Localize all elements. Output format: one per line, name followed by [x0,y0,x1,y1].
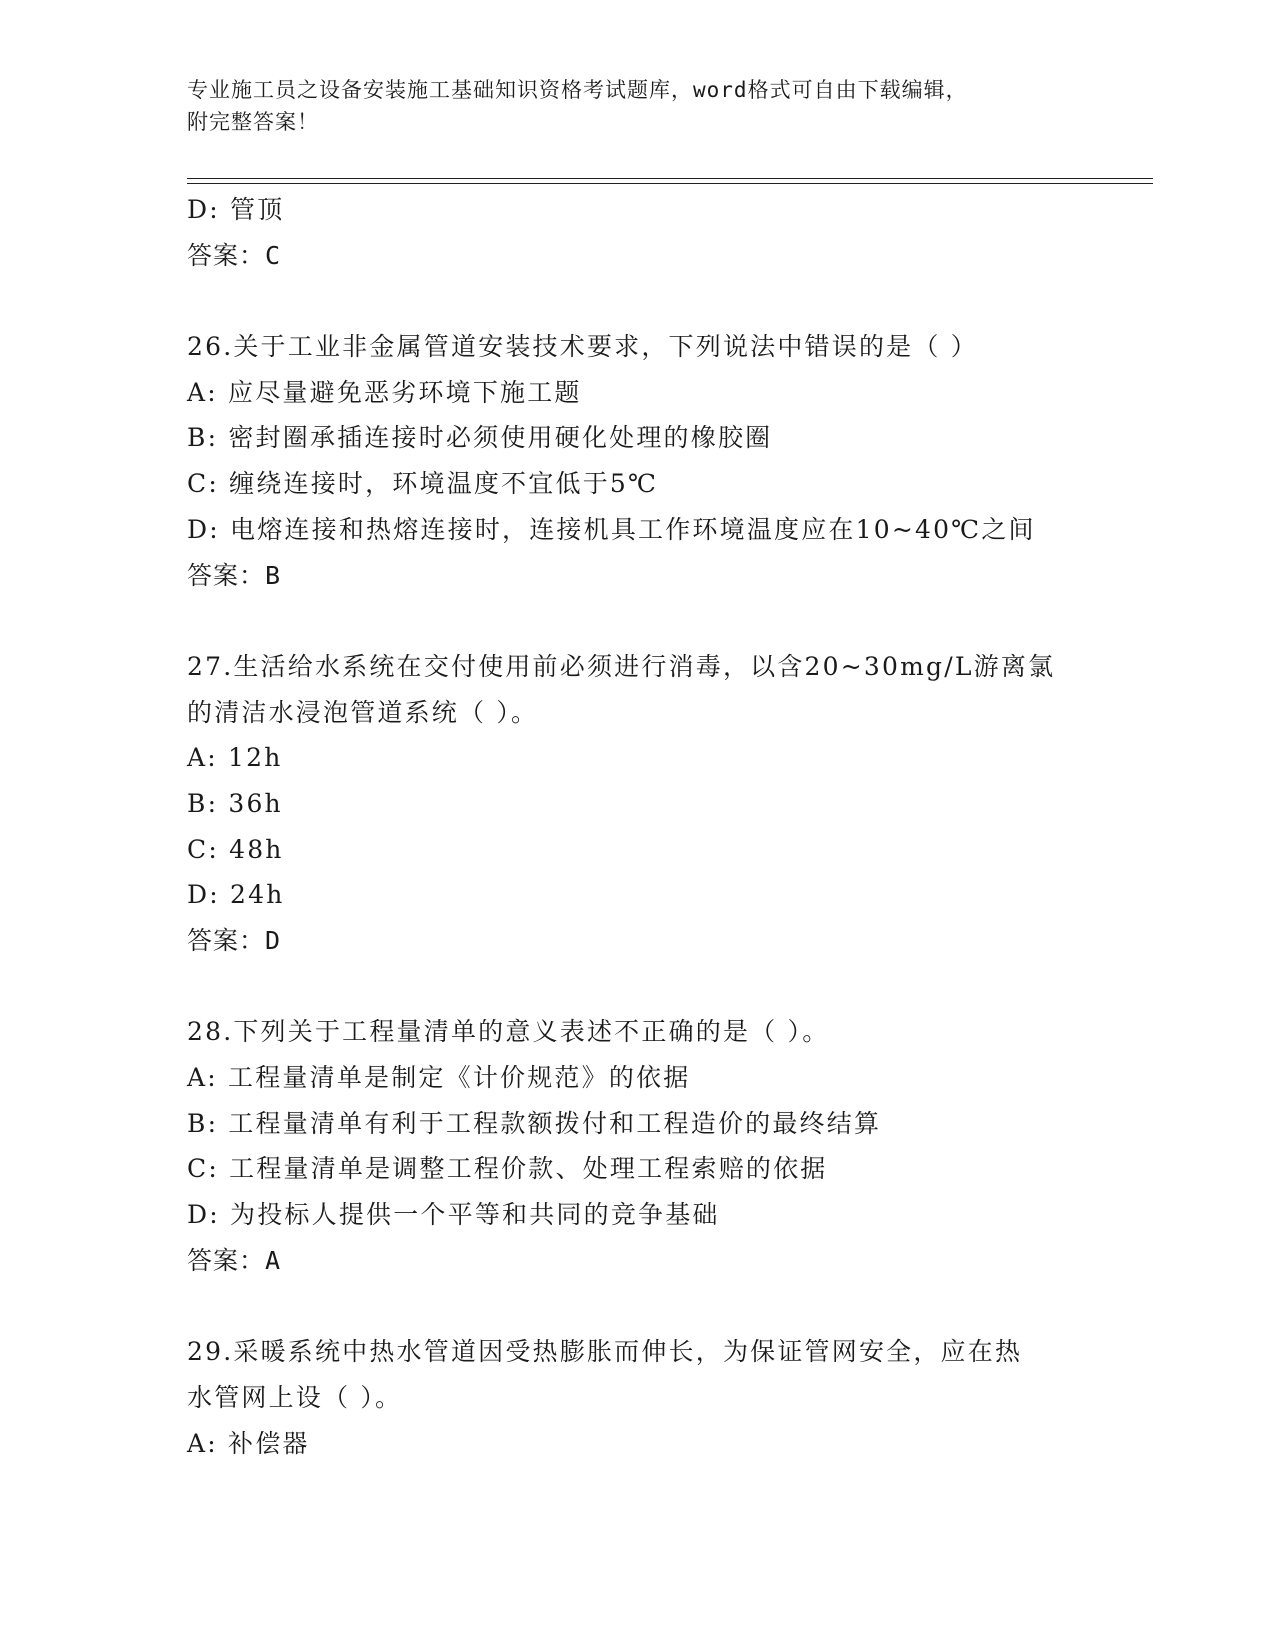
option-d: D: 为投标人提供一个平等和共同的竞争基础 [187,1200,720,1230]
header-title-line-1: 专业施工员之设备安装施工基础知识资格考试题库，word格式可自由下载编辑， [187,78,968,102]
question-26 [187,324,1107,598]
question-stem: 28.下列关于工程量清单的意义表述不正确的是（ ）。 [187,1017,830,1047]
question-stem: 26.关于工业非金属管道安装技术要求，下列说法中错误的是（ ） [187,332,978,362]
carryover-answer: 答案：C [187,240,282,270]
question-stem-line-1: 29.采暖系统中热水管道因受热膨胀而伸长，为保证管网安全，应在热 [187,1337,1023,1367]
option-a: A: 工程量清单是制定《计价规范》的依据 [187,1063,691,1093]
option-b: B: 36h [187,788,283,818]
option-d: D: 24h [187,880,285,910]
questions-content [187,187,1107,1466]
question-answer: 答案：B [187,560,282,590]
option-c: C: 缠绕连接时，环境温度不宜低于5℃ [187,469,659,499]
question-28 [187,1009,1107,1283]
option-b: B: 密封圈承插连接时必须使用硬化处理的橡胶圈 [187,423,773,453]
carryover-option-d: D: 管顶 [187,195,285,224]
option-c: C: 48h [187,834,284,864]
document-header [187,74,1087,138]
header-divider-bottom [187,183,1153,184]
option-b: B: 工程量清单有利于工程款额拨付和工程造价的最终结算 [187,1108,882,1138]
option-a: A: 应尽量避免恶劣环境下施工题 [187,377,582,407]
question-stem-line-2: 的清洁水浸泡管道系统（ ）。 [187,697,539,727]
option-a: A: 12h [187,743,283,773]
option-d: D: 电熔连接和热熔连接时，连接机具工作环境温度应在10~40℃之间 [187,514,1036,544]
option-a: A: 补偿器 [187,1428,310,1458]
header-divider-top [187,178,1153,179]
question-answer: 答案：D [187,926,282,955]
question-answer: 答案：A [187,1245,282,1275]
option-c: C: 工程量清单是调整工程价款、处理工程索赔的依据 [187,1154,828,1184]
question-29 [187,1329,1107,1466]
question-stem-line-2: 水管网上设（ ）。 [187,1382,403,1412]
question-stem-line-1: 27.生活给水系统在交付使用前必须进行消毒，以含20~30mg/L游离氯 [187,651,1056,681]
question-27 [187,644,1107,964]
header-title-line-2: 附完整答案！ [187,110,319,134]
